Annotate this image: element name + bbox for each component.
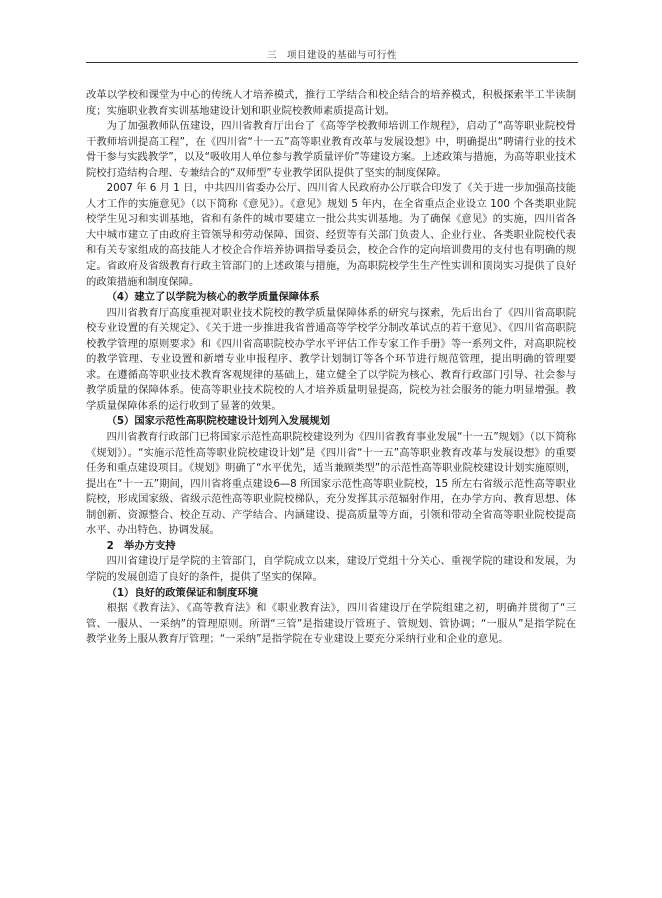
body-paragraph: 为了加强教师队伍建设，四川省教育厅出台了《高等学校教师培训工作规程》，启动了“高等职业院校骨干教师培训提高工程”，在《四川省“十一五”高等职业教育改革与发展设想》中，明确提出“聘请行业的技术骨干参与实践教学”，以及“吸收用人单位参与教学质量评价”等建设方案。上述政策与措施，为高等职业技术院校打造结构合理、专兼结合的“双师型”专业教学团队提供了坚实的制度保障。	[86, 120, 576, 179]
document-body	[86, 88, 576, 648]
running-header: 三 项目建设的基础与可行性	[266, 50, 397, 61]
body-paragraph: 四川省教育行政部门已将国家示范性高职院校建设列为《四川省教育事业发展“十一五”规划》（以下简称《规划》）。“实施示范性高等职业院校建设计划”是《四川省“十一五”高等职业教育改革与发展设想》的重要任务和重点建设项目。《规划》明确了“水平优先，适当兼顾类型”的示范性高等职业院校建设计划实施原则，提出在“十一五”期间，四川省将重点建设6—8 所国家示范性高等职业院校，15 所左右省级示范性高等职业院校，形成国家级、省级示范性高等职业院校梯队，充分发挥其示范辐射作用，在办学方向、教育思想、体制创新、资源整合、校企互动、产学结合、内涵建设、提高质量等方面，引领和带动全省高等职业院校提高水平、办出特色、协调发展。	[86, 431, 576, 537]
body-paragraph: 四川省教育厅高度重视对职业技术院校的教学质量保障体系的研究与探索，先后出台了《四川省高职院校专业设置的有关规定》、《关于进一步推进我省普通高等学校学分制改革试点的若干意见》、《四川省高职院校教学管理的原则要求》和《四川省高职院校办学水平评估工作专家工作手册》等一系列文件，对高职院校的教学管理、专业设置和新增专业申报程序、教学计划制订等各个环节进行规范管理，提出明确的管理要求。在遵循高等职业技术教育客观规律的基础上，建立健全了以学院为核心、教育行政部门引导、社会参与教学质量的保障体系。使高等职业技术院校的人才培养质量明显提高，院校为社会服务的能力明显增强。教学质量保障体系的运行收到了显著的效果。	[86, 306, 576, 412]
header-rule	[86, 62, 578, 63]
body-paragraph: 2007 年 6 月 1 日，中共四川省委办公厅、四川省人民政府办公厅联合印发了《关于进一步加强高技能人才工作的实施意见》（以下简称《意见》）。《意见》规划 5 年内，在全省重点企业设立 100 个各类职业院校学生见习和实训基地，省和有条件的城市要建立一批公共实训基地。为了确保《意见》的实施，四川省各大中城市建立了由政府主管领导和劳动保障、国资、经贸等有关部门负责人、企业行业、各类职业院校代表和有关专家组成的高技能人才校企合作培养协调指导委员会，校企合作的定向培训费用的支付也有明确的规定。省政府及省级教育行政主管部门的上述政策与措施，为高职院校学生生产性实训和顶岗实习提供了良好的政策措施和制度保障。	[86, 182, 576, 288]
body-paragraph: 四川省建设厅是学院的主管部门，自学院成立以来，建设厅党组十分关心、重视学院的建设和发展，为学院的发展创造了良好的条件，提供了坚实的保障。	[86, 555, 576, 583]
section-heading: （1）良好的政策保证和制度环境	[106, 586, 258, 599]
section-heading: （5）国家示范性高职院校建设计划列入发展规划	[106, 415, 330, 428]
section-heading: 2 举办方支持	[106, 539, 176, 552]
section-heading: （4）建立了以学院为核心的教学质量保障体系	[106, 291, 320, 304]
body-paragraph: 改革以学校和课堂为中心的传统人才培养模式，推行工学结合和校企结合的培养模式，积极探索半工半读制度；实施职业教育实训基地建设计划和职业院校教师素质提高计划。	[86, 89, 576, 117]
body-paragraph: 根据《教育法》、《高等教育法》和《职业教育法》，四川省建设厅在学院组建之初，明确并贯彻了“三管、一服从、一采纳”的管理原则。所谓“三管”是指建设厅管班子、管规划、管协调；“一服从”是指学院在教学业务上服从教育厅管理；“一采纳”是指学院在专业建设上要充分采纳行业和企业的意见。	[86, 602, 576, 646]
